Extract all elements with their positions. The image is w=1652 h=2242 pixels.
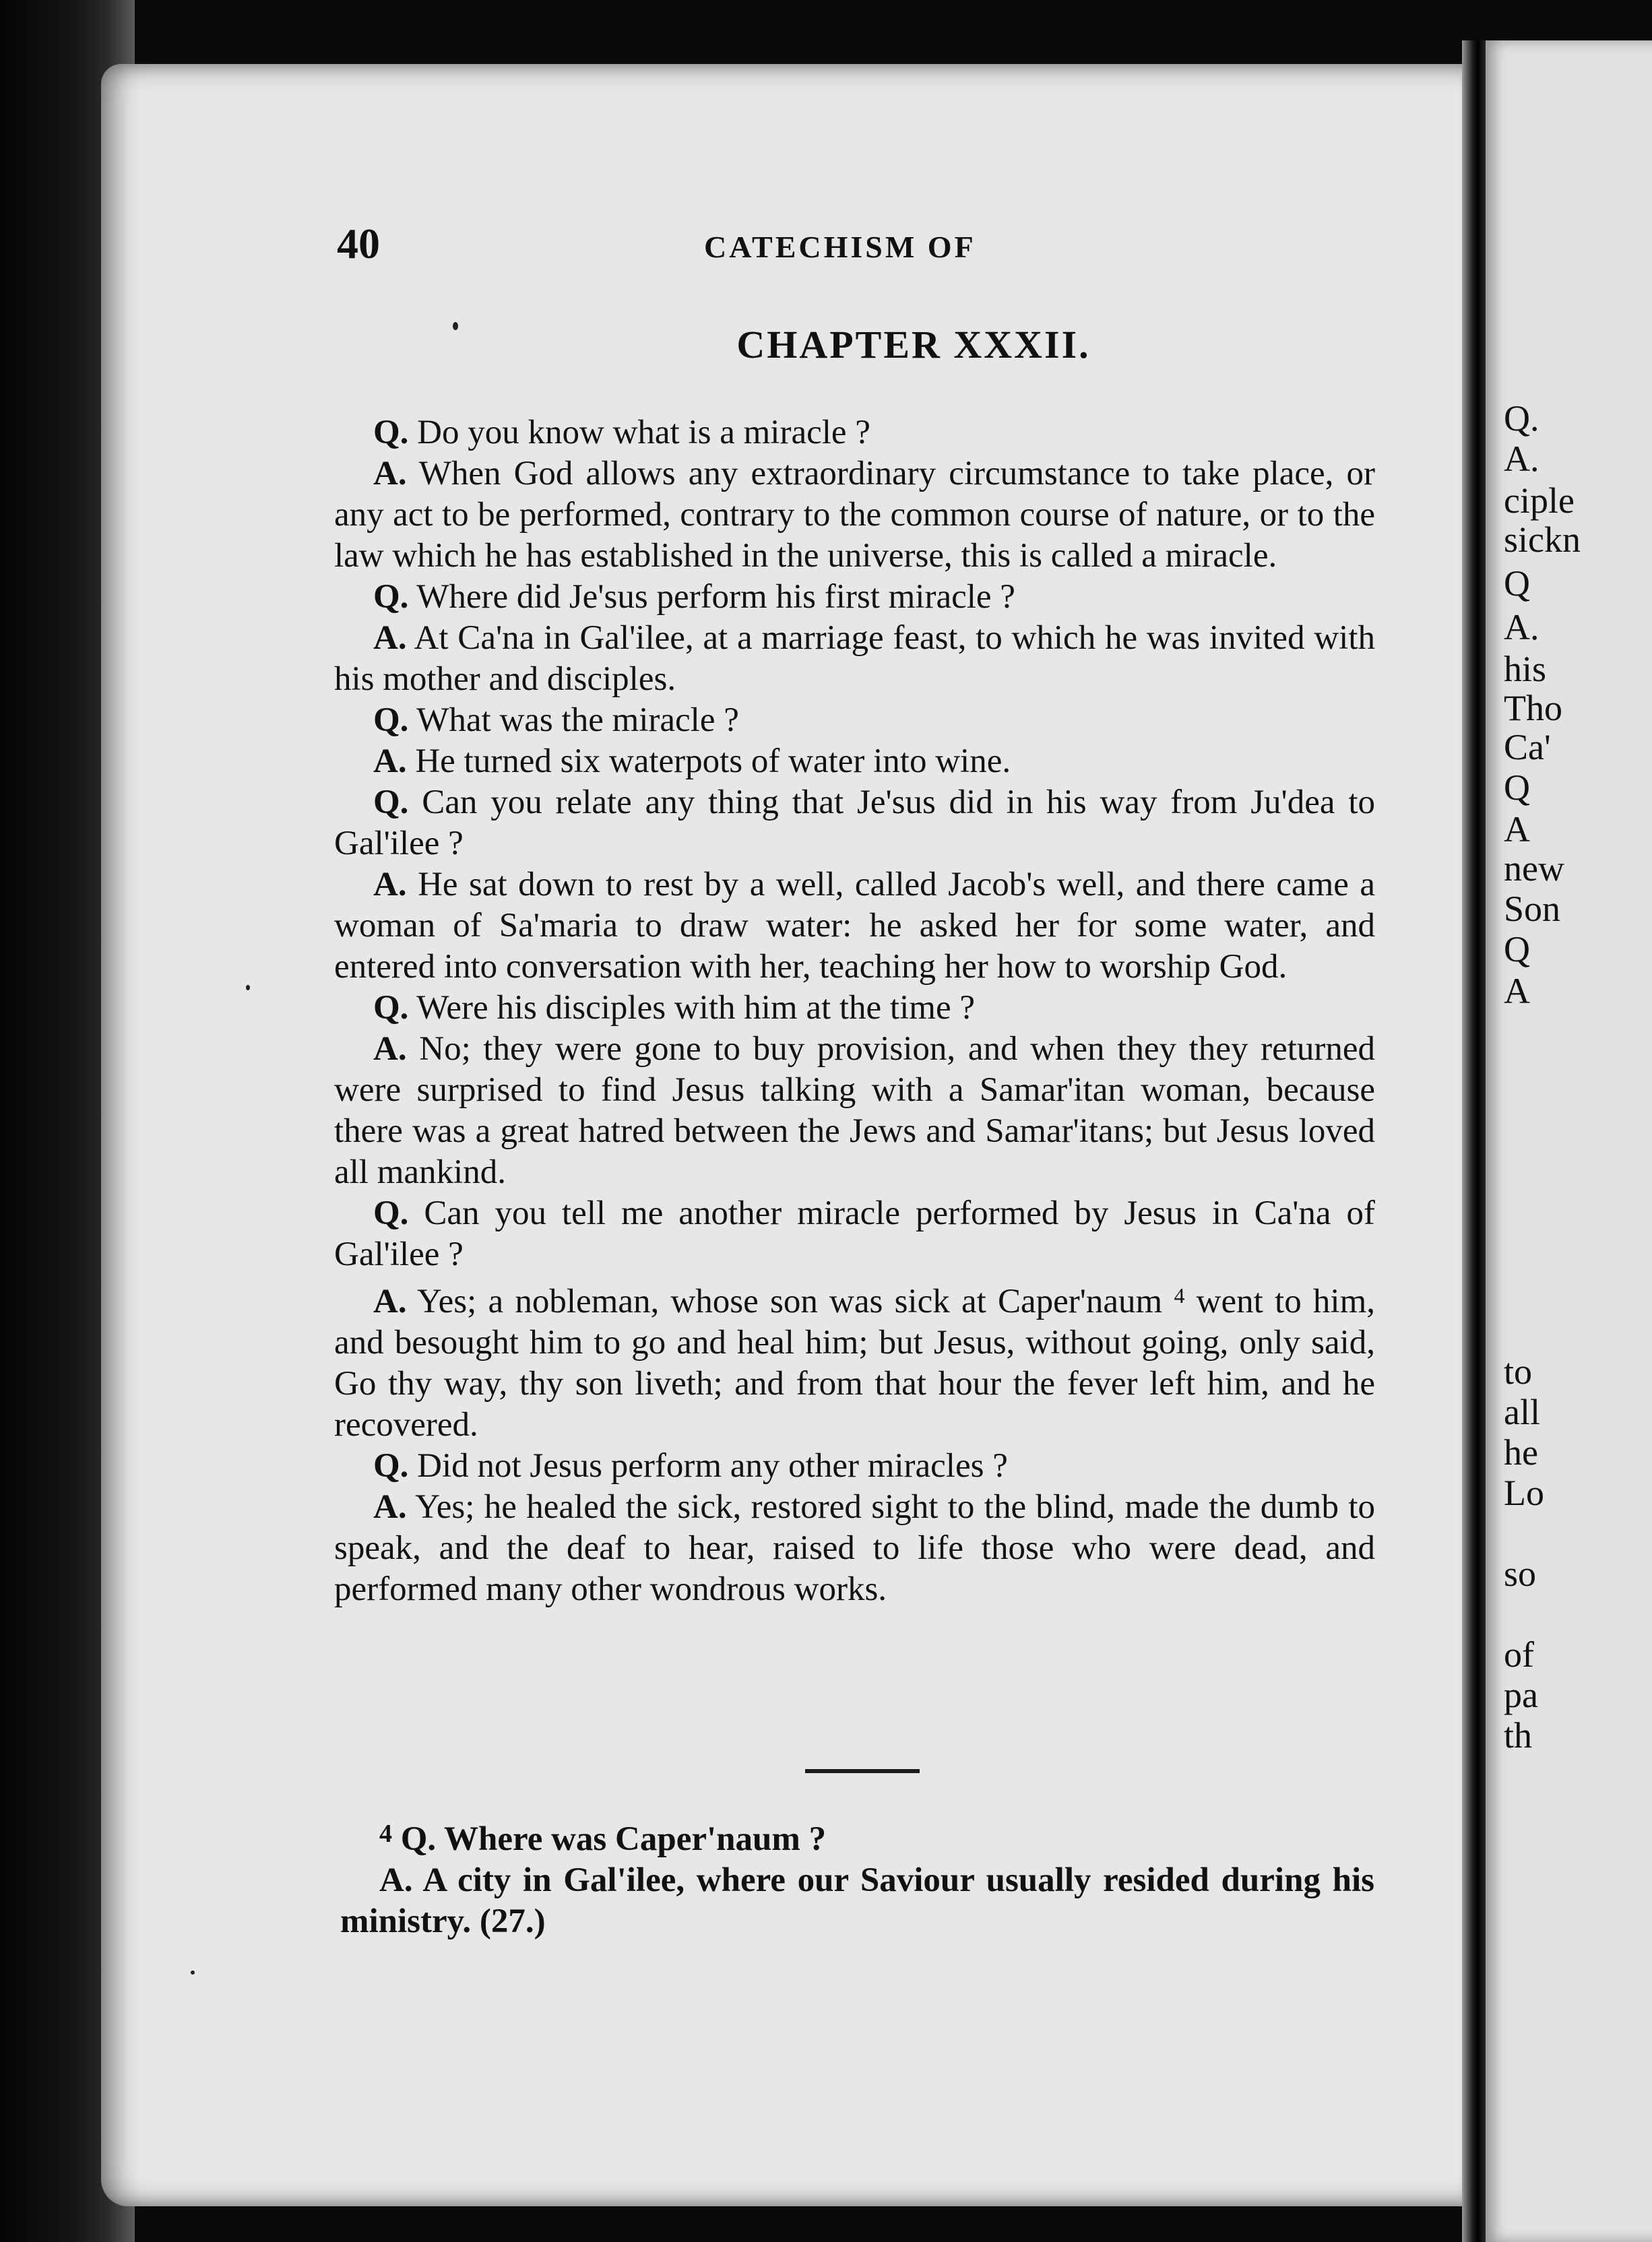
ink-speck xyxy=(246,985,250,990)
ink-speck xyxy=(453,322,458,330)
paragraph-lead: Q. xyxy=(373,578,409,616)
catechism-paragraph xyxy=(334,453,1375,577)
paragraph-lead: Q. xyxy=(373,1447,409,1485)
paragraph-lead: A. xyxy=(373,1030,407,1068)
paragraph-text: Yes; he healed the sick, restored sight to the blind, made the dumb to speak, and the deaf to hear, raised to life those who were dead, and performed many other wondrous works. xyxy=(334,1488,1375,1608)
facing-page-line: new xyxy=(1504,848,1564,889)
catechism-paragraph xyxy=(334,741,1375,782)
paragraph-lead: A. xyxy=(373,866,407,903)
paragraph-lead: Q. xyxy=(373,989,409,1027)
catechism-paragraph xyxy=(334,412,1375,453)
paragraph-text: At Ca'na in Gal'ilee, at a marriage feast, to which he was invited with his mother and disciples. xyxy=(334,619,1375,698)
facing-page-line: Lo xyxy=(1504,1473,1544,1513)
paragraph-text: Can you relate any thing that Je'sus did in his way from Ju'dea to Gal'ilee ? xyxy=(334,783,1376,862)
catechism-paragraph xyxy=(334,1275,1375,1446)
facing-page-line: Q xyxy=(1504,767,1530,808)
facing-page-line: Q. xyxy=(1504,398,1539,439)
catechism-paragraph xyxy=(334,1446,1375,1487)
paragraph-lead: Q. xyxy=(373,414,409,451)
facing-page-line: Q xyxy=(1504,929,1530,969)
paragraph-text: He turned six waterpots of water into wine. xyxy=(415,742,1011,780)
catechism-paragraph xyxy=(334,988,1375,1029)
paragraph-text: Can you tell me another miracle performed by Jesus in Ca'na of Gal'ilee ? xyxy=(334,1194,1375,1273)
chapter-title-text: CHAPTER XXXII. xyxy=(736,323,1091,366)
facing-page-line: A. xyxy=(1504,439,1539,479)
paragraph-text: Yes; a nobleman, whose son was sick at Caper'naum xyxy=(416,1283,1163,1320)
facing-page-line: all xyxy=(1504,1392,1540,1432)
facing-page-line: Ca' xyxy=(1504,727,1551,767)
catechism-paragraph xyxy=(334,782,1375,864)
paragraph-text: Did not Jesus perform any other miracles ? xyxy=(417,1447,1008,1485)
facing-page-line: ciple xyxy=(1504,480,1575,521)
footnote-rule xyxy=(805,1769,920,1773)
footnote-question xyxy=(340,1814,1374,1860)
page-gutter xyxy=(1462,40,1489,2242)
paragraph-lead: A. xyxy=(373,742,407,780)
catechism-body xyxy=(334,412,1375,1610)
running-title: CATECHISM OF xyxy=(704,230,976,264)
paragraph-text: He sat down to rest by a well, called Jacob's well, and there came a woman of Sa'maria to draw water: he asked her for some water, and entered into conversation with her, teaching her how to worship God. xyxy=(334,866,1375,986)
facing-page-line: A. xyxy=(1504,607,1539,647)
catechism-paragraph xyxy=(334,1487,1375,1610)
catechism-paragraph xyxy=(334,577,1375,618)
paragraph-lead: Q. xyxy=(373,1194,409,1232)
paragraph-lead: A. xyxy=(373,1283,407,1320)
facing-page-line: A xyxy=(1504,971,1530,1011)
paragraph-text: No; they were gone to buy provision, and when they they returned were surprised to find Jesus talking with a Samar'itan woman, because there was a great hatred between the Jews and Samar'itans; but Jesus loved all mankind. xyxy=(334,1030,1375,1191)
facing-page-line: sickn xyxy=(1504,519,1581,560)
catechism-paragraph xyxy=(334,1193,1375,1275)
footnote-marker: 4 xyxy=(379,1820,392,1848)
chapter-title xyxy=(0,322,1652,367)
facing-page-line: Q xyxy=(1504,563,1530,604)
facing-page-line: A xyxy=(1504,809,1530,850)
paragraph-text: When God allows any extraordinary circumstance to take place, or any act to be performed, contrary to the common course of nature, or to the law which he has established in the universe, this is called a miracle. xyxy=(334,455,1375,575)
paragraph-text: What was the miracle ? xyxy=(416,701,739,739)
facing-page-line: pa xyxy=(1504,1675,1538,1715)
footnote-reference: 4 xyxy=(1174,1283,1185,1308)
facing-page-line: his xyxy=(1504,649,1547,689)
footnote xyxy=(340,1814,1374,1942)
paragraph-lead: A. xyxy=(373,619,407,657)
facing-page-line: he xyxy=(1504,1432,1538,1473)
facing-page-line: to xyxy=(1504,1351,1533,1392)
facing-page xyxy=(1486,40,1652,2242)
facing-page-line: th xyxy=(1504,1715,1533,1756)
catechism-paragraph xyxy=(334,864,1375,988)
catechism-paragraph xyxy=(334,618,1375,700)
ink-speck xyxy=(191,1971,195,1975)
facing-page-line: Son xyxy=(1504,889,1561,929)
footnote-question-text: Q. Where was Caper'naum ? xyxy=(400,1820,827,1858)
page-number: 40 xyxy=(337,220,380,267)
paragraph-lead: Q. xyxy=(373,783,409,821)
facing-page-line: Tho xyxy=(1504,688,1562,728)
paragraph-text: Were his disciples with him at the time ? xyxy=(416,989,975,1027)
paragraph-text: Do you know what is a miracle ? xyxy=(417,414,870,451)
facing-page-line: so xyxy=(1504,1554,1537,1594)
catechism-paragraph xyxy=(334,700,1375,741)
paragraph-text: Where did Je'sus perform his first miracle ? xyxy=(416,578,1015,616)
paragraph-lead: A. xyxy=(373,455,407,492)
paragraph-text-continued: went to him, and besought him to go and heal him; but Jesus, without going, only said, Go thy way, thy son liveth; and from that hour the fever left him, and he recovered. xyxy=(334,1283,1375,1444)
paragraph-lead: Q. xyxy=(373,701,409,739)
facing-page-line: of xyxy=(1504,1634,1534,1675)
paragraph-lead: A. xyxy=(373,1488,407,1526)
catechism-paragraph xyxy=(334,1029,1375,1193)
footnote-answer: A. A city in Gal'ilee, where our Saviour usually resided during his ministry. (27.) xyxy=(340,1861,1374,1940)
